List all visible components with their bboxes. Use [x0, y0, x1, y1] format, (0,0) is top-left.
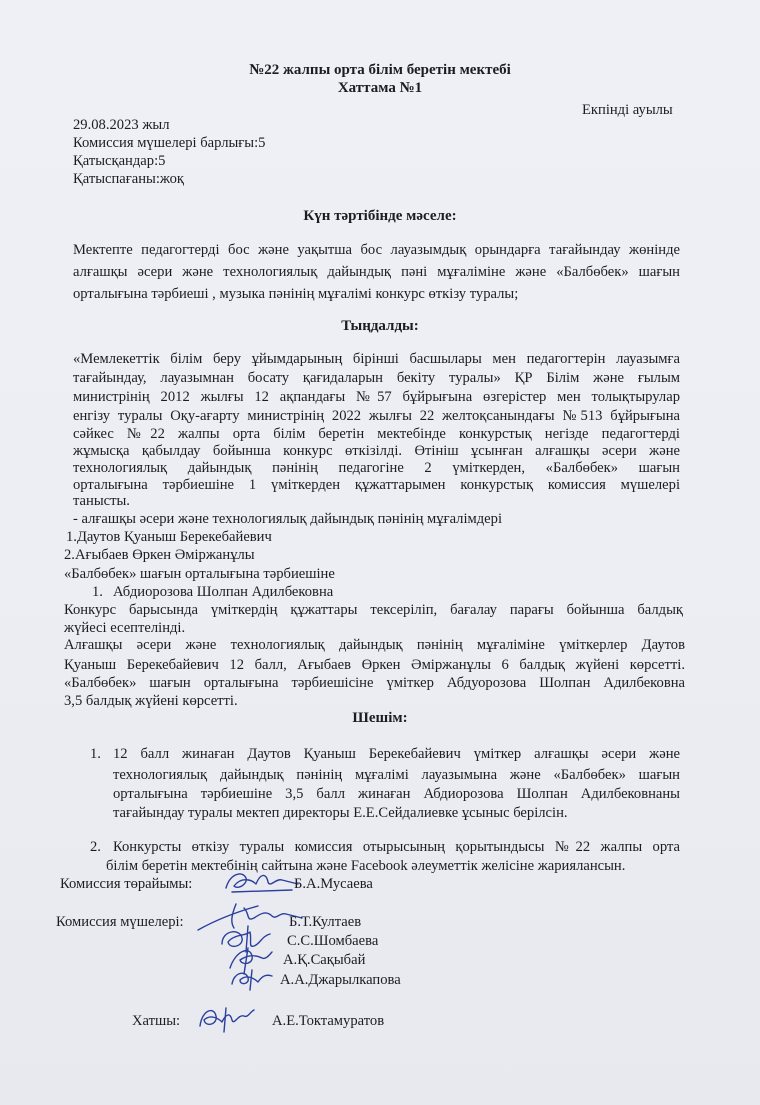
teachers-intro: - алғашқы әсери және технологиялық дайындық пәнінің мұғалімдері — [73, 511, 503, 527]
village-name: Екпінді ауылы — [582, 102, 673, 118]
member-name: А.А.Джарылкапова — [280, 972, 401, 988]
protocol-number: Хаттама №1 — [337, 80, 423, 96]
members-present: Қатысқандар:5 — [73, 153, 166, 169]
heard-line: орталығына тәрбиешіне 1 үміткерден құжаттарымен конкурстық комиссия мүшелері — [73, 477, 680, 493]
decision-item-2-line: Конкурсты өткізу туралы комиссия отырысының қорытындысы №22 жалпы орта — [113, 839, 680, 855]
member-name: А.Қ.Сақыбай — [283, 952, 366, 968]
agenda-line: алғашқы әсери және технологиялық дайындық пәні мұғаліміне және «Балбөбек» шағын — [73, 264, 680, 280]
review-line: жүйесі есептелінді. — [64, 620, 186, 636]
heard-heading: Тыңдалды: — [341, 318, 419, 334]
members-label: Комиссия мүшелері: — [56, 914, 184, 930]
kg-candidate: Абдиорозова Шолпан Адилбековна — [113, 584, 334, 600]
member-name: С.С.Шомбаева — [287, 933, 379, 949]
kindergarten-intro: «Балбөбек» шағын орталығына тәрбиешіне — [64, 566, 335, 582]
heard-line: министрінің 2012 жылғы 12 ақпандағы №57 бұйрығына өзгерістер мен толықтырулар — [73, 389, 680, 405]
heard-line: танысты. — [73, 493, 130, 509]
decision-item-number: 1. — [90, 746, 101, 762]
heard-line: сәйкес №22 жалпы орта білім беретін мектебінде конкурстық негізде педагогтерді — [73, 426, 680, 442]
agenda-line: орталығына тәрбиеші , музыка пәнінің мұғалімі конкурс өткізу туралы; — [73, 286, 519, 302]
heard-line: тағайындау, лауазымнан босату қағидаларын бекіту туралы» ҚР Білім және ғылым — [73, 370, 680, 386]
secretary-label: Хатшы: — [132, 1013, 181, 1029]
decision-item-1-line: тағайындау туралы мектеп директоры Е.Е.Сейдалиевке ұсыныс берілсін. — [113, 805, 568, 821]
result-line: Алғашқы әсери және технологиялық дайындық пәнінің мұғаліміне үміткерлер Даутов — [64, 637, 685, 653]
decision-item-2-line: білім беретін мектебінің сайтына және Facebook әлеуметтік желісіне жариялансын. — [106, 858, 626, 874]
agenda-heading: Күн тәртібінде мәселе: — [303, 208, 457, 224]
decision-item-number: 2. — [90, 839, 101, 855]
heard-line: технологиялық дайындық пәнінің педагогіне 2 үміткерден, «Балбөбек» шағын — [73, 460, 680, 476]
secretary-name: А.Е.Токтамуратов — [272, 1013, 385, 1029]
candidate-teacher-2: 2.Ағыбаев Өркен Әміржанұлы — [64, 547, 255, 563]
heard-line: «Мемлекеттік білім беру ұйымдарының бірінші басшылары мен педагогтерін лауазымға — [73, 351, 680, 367]
result-line: Қуаныш Берекебайевич 12 балл, Ағыбаев Өркен Әміржанұлы 6 балдық жүйені көрсетті. — [64, 657, 685, 673]
decision-item-1-line: технологиялық дайындық пәнінің мұғалімі лауазымына және «Балбөбек» шағын — [113, 767, 680, 783]
candidate-teacher-1: 1.Даутов Қуаныш Берекебайевич — [66, 529, 272, 545]
meeting-date: 29.08.2023 жыл — [73, 117, 170, 133]
chair-signature — [222, 866, 302, 896]
members-total: Комиссия мүшелері барлығы:5 — [73, 135, 266, 151]
kg-result-line: 3,5 балдық жүйені көрсетті. — [64, 693, 238, 709]
decision-item-1-line: 12 балл жинаған Даутов Қуаныш Берекебайевич үміткер алғашқы әсери және — [113, 746, 680, 762]
chair-label: Комиссия төрайымы: — [60, 876, 193, 892]
member-name: Б.Т.Култаев — [289, 914, 362, 930]
school-title: №22 жалпы орта білім беретін мектебі — [249, 62, 511, 78]
secretary-signature — [196, 1004, 256, 1034]
member-signature-4 — [228, 966, 274, 992]
review-line: Конкурс барысында үміткердің құжаттары тексеріліп, бағалау парағы бойынша балдық — [64, 602, 683, 618]
decision-heading: Шешім: — [352, 710, 408, 726]
heard-line: енгізу туралы Оқу-ағарту министрінің 2022 жылғы 22 желтоқсанындағы №513 бұйрығына — [73, 408, 680, 424]
agenda-line: Мектепте педагогтерді бос және уақытша бос лауазымдық орындарға тағайындау жөнінде — [73, 242, 680, 258]
members-absent: Қатыспағаны:жоқ — [73, 171, 185, 187]
kg-list-number: 1. — [92, 584, 103, 600]
decision-item-1-line: орталығына тәрбиешіне 3,5 балл жинаған Абдиорозова Шолпан Адилбековнаны — [113, 786, 680, 802]
chair-name: Б.А.Мусаева — [294, 876, 373, 892]
kg-result-line: «Балбөбек» шағын орталығына тәрбиешісіне үміткер Абдуорозова Шолпан Адилбековна — [64, 675, 685, 691]
heard-line: жұмысқа қабылдау бойынша конкурс өткізілді. Өтініш ұсынған алғашқы әсери және — [73, 443, 680, 459]
